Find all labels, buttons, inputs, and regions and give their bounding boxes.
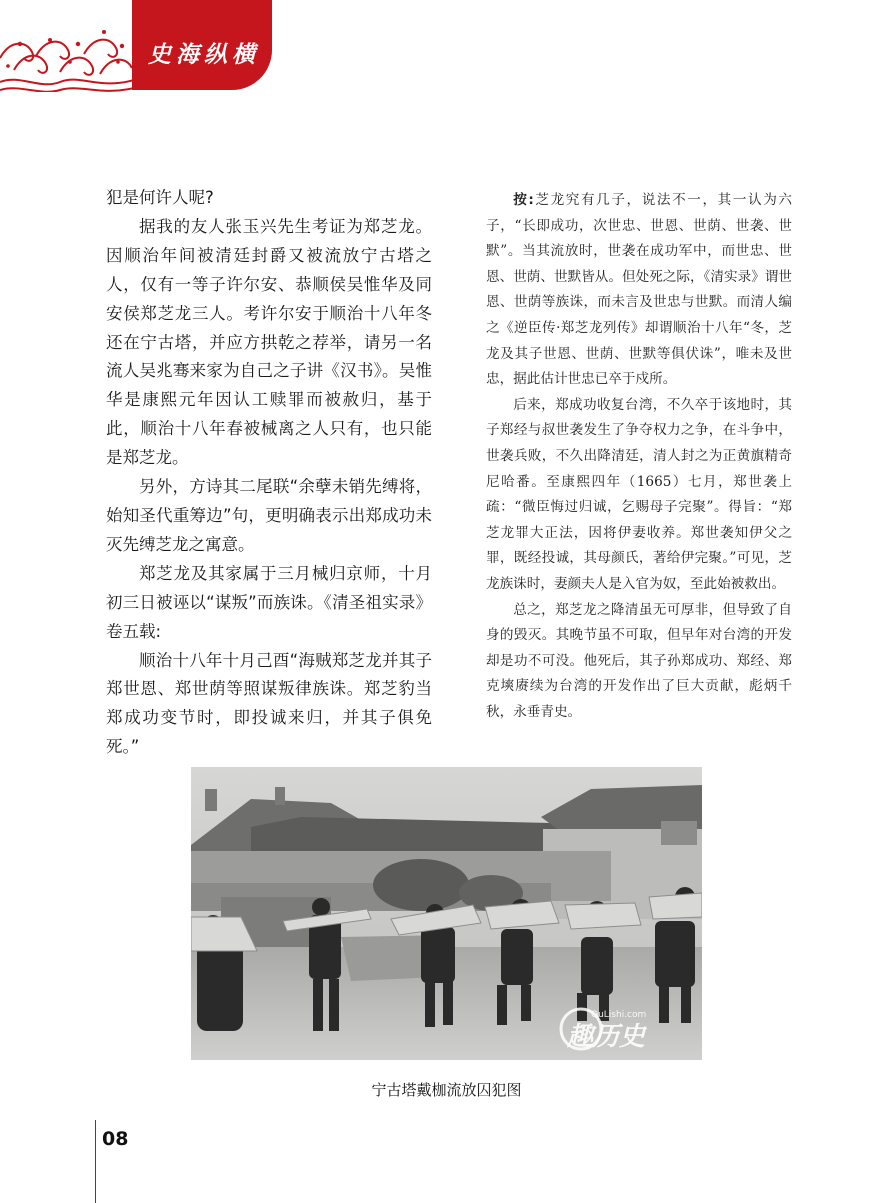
left-paragraph-3: 另外，方诗其二尾联“余孽未销先缚将，始知圣代重筹边”句，更明确表示出郑成功未灭先缚芝龙之寓意。 xyxy=(106,477,432,554)
left-column xyxy=(106,184,432,762)
left-paragraph-1: 犯是何许人呢? xyxy=(106,188,214,207)
editor-note xyxy=(486,188,792,393)
right-paragraph-1: 后来，郑成功收复台湾，不久卒于该地时，其子郑经与叔世袭发生了争夺权力之争，在斗争中，世袭兵败，不久出降清廷，清人封之为正黄旗精奇尼哈番。至康熙四年（1665）七月，郑世袭上疏：“微臣悔过归诚，乞赐母子完聚”。得旨：“郑芝龙罪大正法，因将伊妻收养。郑世袭知伊父之罪，既经投诚，其母颜氏，著给伊完聚。”可见，芝龙族诛时，妻颜夫人是入官为奴，至此始被救出。 xyxy=(486,396,792,592)
header-wave-pattern xyxy=(0,0,134,92)
left-paragraph-4: 郑芝龙及其家属于三月械归京师，十月初三日被诬以“谋叛”而族诛。《清圣祖实录》卷五载: xyxy=(106,563,432,641)
section-title: 史海纵横 xyxy=(148,41,260,68)
editor-note-text: 芝龙究有几子，说法不一，其一认为六子，“长即成功，次世忠、世恩、世荫、世袭、世默”。当其流放时，世袭在成功军中，而世忠、世恩、世荫、世默皆从。但处死之际，《清实录》谓世恩、世荫等族诛，而未言及世忠与世默。而清人编之《逆臣传·郑芝龙列传》却谓顺治十八年“冬，芝龙及其子世恩、世荫、世默等俱伏诛”，唯未及世忠，据此估计世忠已卒于戍所。 xyxy=(486,192,792,388)
right-paragraph-2: 总之，郑芝龙之降清虽无可厚非，但导致了自身的毁灭。其晚节虽不可取，但早年对台湾的开发却是功不可没。他死后，其子孙郑成功、郑经、郑克塽赓续为台湾的开发作出了巨大贡献，彪炳千秋，永垂青史。 xyxy=(486,601,792,720)
historical-photo xyxy=(191,767,702,1060)
watermark-text: 趣历史 xyxy=(567,1022,646,1052)
editor-note-label: 按: xyxy=(513,192,534,208)
right-column xyxy=(486,188,792,725)
watermark-site: QuLishi.com xyxy=(591,1010,647,1020)
footer-divider xyxy=(95,1120,96,1203)
page-number: 08 xyxy=(102,1128,129,1150)
left-paragraph-2: 据我的友人张玉兴先生考证为郑芝龙。因顺治年间被清廷封爵又被流放宁古塔之人，仅有一等子许尔安、恭顺侯吴惟华及同安侯郑芝龙三人。考许尔安于顺治十八年冬还在宁古塔，并应方拱乾之荐举，请另一名流人吴兆骞来家为自己之子讲《汉书》。吴惟华是康熙元年因认工赎罪而被赦归，基于此，顺治十八年春被械离之人只有，也只能是郑芝龙。 xyxy=(106,216,432,468)
left-paragraph-5: 顺治十八年十月己酉“海贼郑芝龙并其子郑世恩、郑世荫等照谋叛律族诛。郑芝豹当郑成功变节时，即投诚来归，并其子俱免死。” xyxy=(106,650,432,757)
photo-caption: 宁古塔戴枷流放囚犯图 xyxy=(371,1081,522,1099)
